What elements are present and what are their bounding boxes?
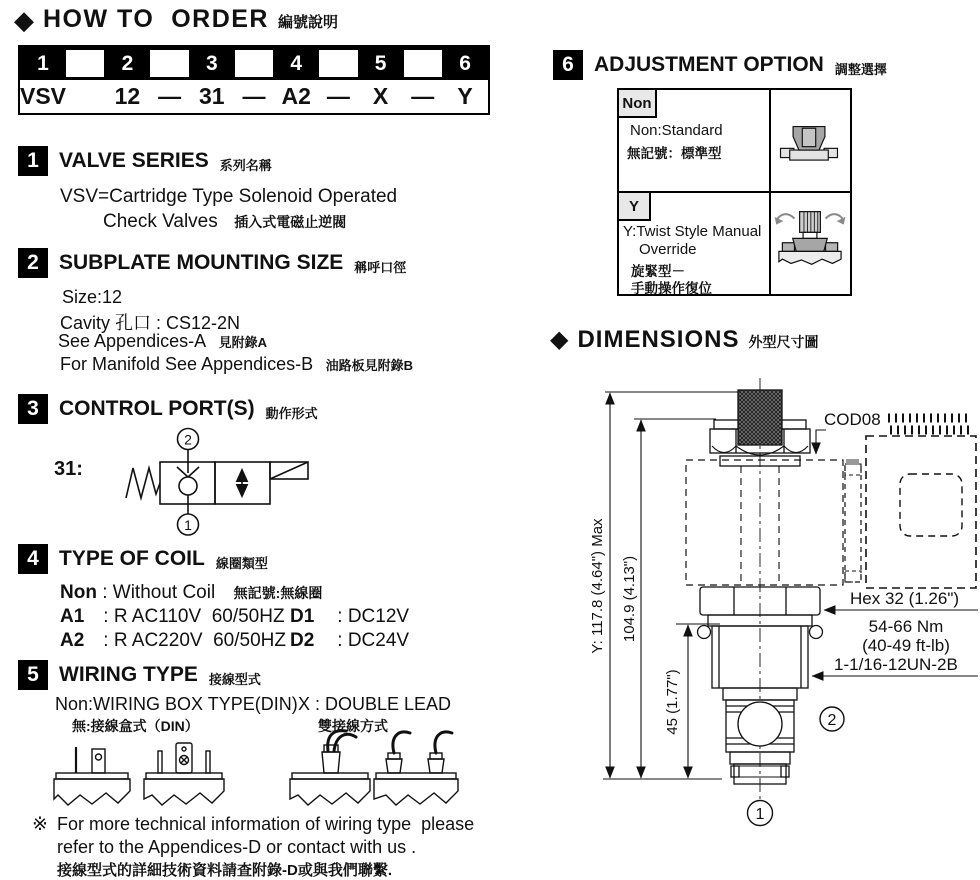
hex-label: Hex 32 (1.26") — [850, 589, 960, 608]
adjustment-non-tab: Non — [619, 90, 657, 118]
check-valve-ball — [179, 477, 197, 495]
cod08-leader — [816, 430, 826, 454]
footnote-line1: For more technical information of wiring type please — [57, 814, 475, 834]
section2-title: SUBPLATE MOUNTING SIZE — [59, 251, 344, 274]
section1-title-zh: 系列名稱 — [219, 158, 272, 173]
wiring-option-din-zh: 無:接線盒式（DIN） — [72, 718, 199, 734]
footnote-mark: ※ — [32, 814, 48, 835]
coil-row-a1 — [60, 606, 409, 628]
section2-title-zh: 稱呼口徑 — [354, 260, 407, 275]
table-divider — [619, 191, 850, 193]
order-pos-cell: 5 — [374, 51, 387, 75]
section5-title-zh: 接線型式 — [208, 672, 261, 687]
o-ring — [698, 626, 711, 639]
size-line: Size:12 — [62, 287, 123, 307]
order-code-cell: — — [411, 83, 435, 109]
order-position-row — [20, 47, 488, 80]
valve-series-line2-en: Check Valves — [103, 211, 218, 232]
symbol-port2-label: 2 — [184, 431, 192, 448]
order-spacer — [319, 50, 357, 77]
section4-number: 4 — [18, 544, 48, 574]
coil-window-dashed — [900, 474, 962, 536]
appendices-a-en: See Appendices-A — [58, 331, 207, 351]
order-code-cell — [66, 80, 104, 113]
section5-number: 5 — [18, 660, 48, 690]
section4-title-zh: 線圈類型 — [215, 556, 268, 571]
order-pos-cell: 1 — [37, 51, 49, 75]
coil-envelope-dashed — [686, 460, 843, 585]
adjustment-y-label3-zh: 旋緊型－ — [631, 264, 685, 279]
port2-hole — [738, 702, 782, 746]
footnote-line2: refer to the Appendices-D or contact with us . — [57, 837, 417, 857]
twist-override-image — [772, 208, 848, 274]
din-connector-front-drawing — [138, 733, 230, 813]
section1-header — [18, 146, 272, 176]
section4-title: TYPE OF COIL — [59, 547, 205, 570]
thread-label: 1-1/16-12UN-2B — [834, 655, 958, 674]
cavity-line: Cavity 孔口 : CS12-2N — [60, 313, 241, 333]
order-pos-cell: 3 — [205, 51, 218, 75]
appendices-a-zh: 見附錄A — [218, 335, 267, 350]
coil-code-a1: A1 — [60, 606, 85, 627]
manifold-line — [60, 354, 413, 375]
valve-symbol-drawing — [112, 424, 322, 542]
order-code-cell: — — [326, 83, 350, 109]
page-title: HOW TO ORDER — [43, 5, 269, 33]
symbol-port1-label: 1 — [184, 517, 192, 533]
section3-header — [18, 394, 318, 424]
order-spacer — [404, 50, 442, 77]
footnote-line3-zh: 接線型式的詳細技術資料請查附錄-D或與我們聯繫. — [57, 862, 392, 879]
order-spacer — [150, 50, 188, 77]
wiring-option-double-lead: X : DOUBLE LEAD — [298, 694, 452, 714]
section6-title-zh: 調整選擇 — [834, 62, 887, 77]
valve-series-line2-zh: 插入式電磁止逆閥 — [234, 214, 347, 230]
order-code-cell: Y — [457, 83, 473, 109]
manual-override-knob — [738, 390, 782, 445]
appendices-a-line — [58, 331, 267, 352]
din-connector-side-drawing — [46, 733, 138, 813]
how-to-order-header — [14, 5, 338, 34]
dimensions-header — [550, 326, 818, 354]
coil-desc-d2: : DC24V — [332, 630, 410, 651]
coil-code-d1: D1 — [290, 606, 315, 627]
coil-row-a2 — [60, 630, 409, 652]
order-code-table — [18, 45, 490, 115]
coil-non-line — [60, 582, 322, 604]
coil-code-d2: D2 — [290, 630, 315, 651]
order-code-cell: 12 — [114, 83, 141, 109]
dimension-drawing — [548, 372, 980, 880]
valve-series-line1: VSV=Cartridge Type Solenoid Operated — [60, 186, 398, 207]
order-code-cell: 31 — [199, 83, 225, 109]
adjustment-non-label: Non:Standard — [630, 122, 723, 139]
cod08-label: COD08 — [824, 410, 881, 429]
coil-code-a2: A2 — [60, 630, 85, 651]
section4-header — [18, 544, 268, 574]
torque-label: 54-66 Nm — [868, 617, 944, 636]
order-code-cell: A2 — [281, 83, 311, 109]
section1-number: 1 — [18, 146, 48, 176]
torque-ftlb-label: (40-49 ft-lb) — [862, 636, 950, 655]
valve-series-line2 — [103, 211, 346, 233]
coil-non-code: Non — [60, 582, 97, 603]
wiring-option-double-lead-zh: 雙接線方式 — [318, 718, 388, 734]
seal-groove — [731, 766, 739, 777]
dimensions-title: DIMENSIONS — [577, 326, 740, 353]
section6-title: ADJUSTMENT OPTION — [594, 53, 824, 76]
coil-desc-a1: : R AC110V 60/50HZ — [98, 606, 285, 627]
dim-label-104: 104.9 (4.13") — [621, 555, 638, 643]
order-pos-cell: 4 — [290, 51, 303, 75]
double-lead-two-grommet-drawing — [370, 727, 462, 813]
section5-header — [18, 660, 261, 690]
coil-desc-a2: : R AC220V 60/50HZ — [98, 630, 286, 651]
port1-number: 1 — [755, 806, 765, 823]
diamond-icon: ◆ — [550, 326, 569, 353]
o-ring — [810, 626, 823, 639]
adjustment-y-label2: Override — [639, 241, 697, 258]
order-code-row — [20, 80, 488, 113]
adjustment-y-tab: Y — [619, 193, 651, 221]
coil-non-zh: 無記號:無線圈 — [233, 585, 323, 601]
adjustment-non-label-zh: 無記號：標準型 — [627, 146, 722, 161]
dim-label-overall: Y: 117.8 (4.64") Max — [589, 518, 606, 654]
standard-nut-image — [778, 122, 840, 168]
coil-desc-d1: : DC12V — [332, 606, 410, 627]
adjustment-y-label1: Y:Twist Style Manual — [623, 223, 762, 240]
dimensions-title-zh: 外型尺寸圖 — [748, 334, 819, 350]
coil-connector-dashed — [845, 464, 861, 582]
dim-label-45: 45 (1.77") — [664, 669, 681, 735]
section2-number: 2 — [18, 248, 48, 278]
order-pos-cell: 6 — [459, 51, 471, 75]
section6-number: 6 — [553, 50, 583, 80]
coil-body-dashed — [866, 436, 976, 588]
section5-title: WIRING TYPE — [59, 663, 198, 686]
section3-title-zh: 動作形式 — [265, 406, 318, 421]
coil-non-desc: : Without Coil — [96, 582, 216, 603]
control-port-code: 31: — [54, 458, 83, 480]
wiring-option-din: Non:WIRING BOX TYPE(DIN) — [55, 694, 298, 714]
page-title-zh: 編號說明 — [277, 14, 338, 31]
port2-number: 2 — [827, 712, 837, 729]
section3-title: CONTROL PORT(S) — [59, 397, 255, 420]
diamond-icon: ◆ — [14, 4, 34, 35]
order-pos-cell: 2 — [121, 51, 134, 75]
seal-groove — [781, 766, 789, 777]
section1-title: VALVE SERIES — [59, 149, 209, 172]
order-spacer — [66, 50, 104, 77]
order-code-cell: — — [242, 83, 266, 109]
section3-number: 3 — [18, 394, 48, 424]
manifold-zh: 油路板見附錄B — [325, 358, 413, 373]
double-lead-single-grommet-drawing — [284, 727, 376, 813]
adjustment-y-label4-zh: 手動操作復位 — [631, 281, 712, 296]
order-code-cell: — — [158, 83, 182, 109]
section6-header — [553, 50, 887, 80]
spring-symbol — [126, 468, 160, 498]
adjustment-option-table — [617, 88, 852, 296]
order-code-cell: VSV — [20, 83, 67, 109]
order-code-cell: X — [372, 83, 389, 109]
manifold-en: For Manifold See Appendices-B — [60, 354, 314, 374]
order-spacer — [235, 50, 273, 77]
section2-header — [18, 248, 406, 278]
